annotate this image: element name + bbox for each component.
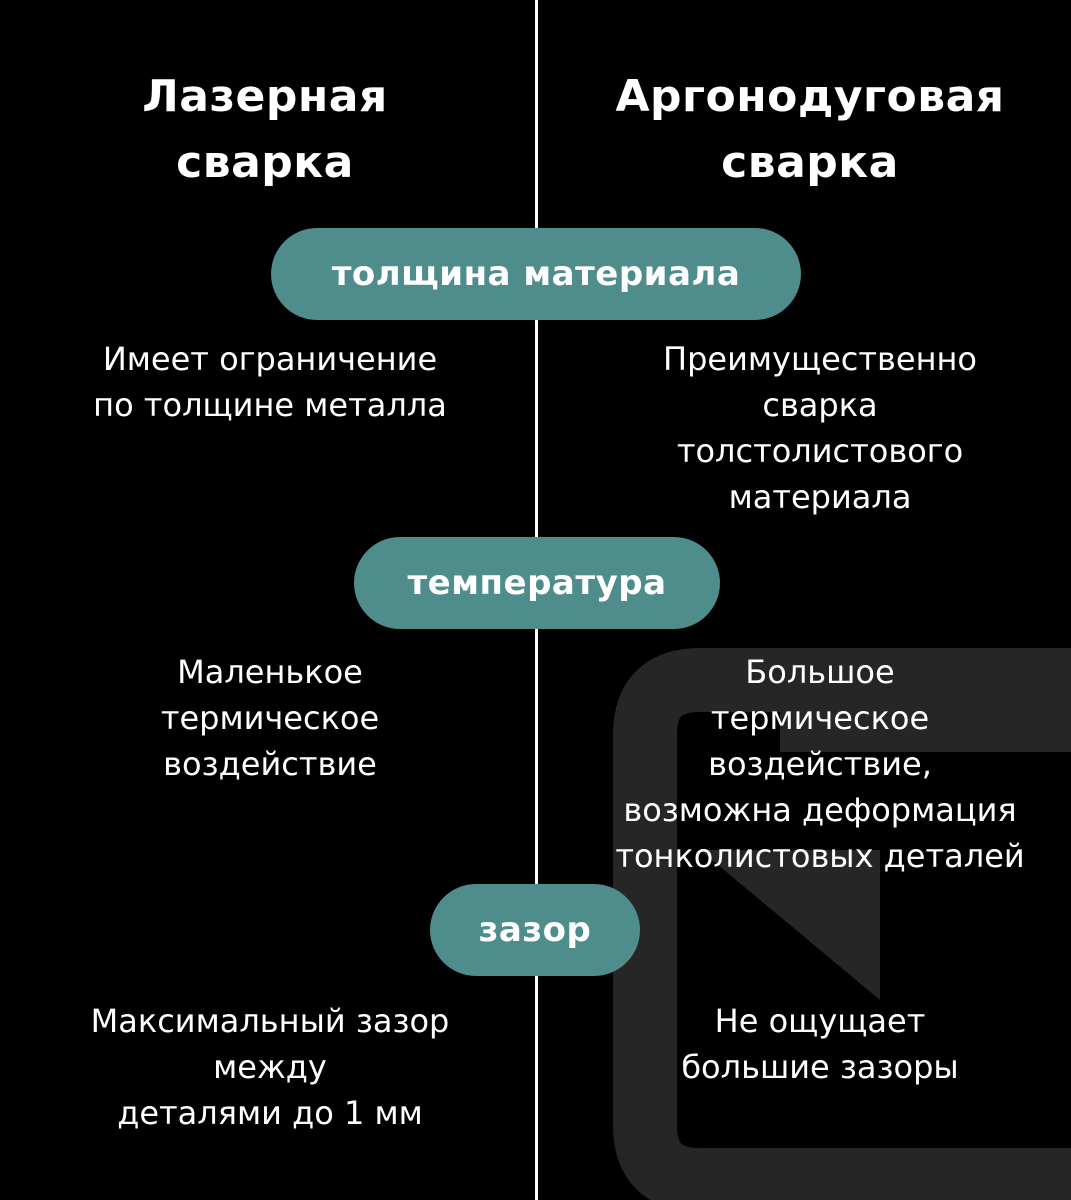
section-label-temperature: температура [354,537,720,629]
section-label-thickness: толщина материала [271,228,801,320]
laser-thickness-text: Имеет ограничение по толщине металла [93,340,447,424]
argon-thickness-text: Преимущественно сварка толстолистового материала [663,340,977,516]
argon-gap-text: Не ощущает большие зазоры [681,1002,959,1086]
column-title-laser: Лазерная сварка [142,71,388,188]
laser-gap-text: Максимальный зазор между деталями до 1 мм [90,1002,450,1132]
argon-temperature-text: Большое термическое воздействие, возможна деформация тонколистовых деталей [615,653,1025,875]
laser-temperature-text: Маленькое термическое воздействие [160,653,380,783]
column-title-argon: Аргонодуговая сварка [615,71,1005,188]
section-label-gap: зазор [430,884,640,976]
